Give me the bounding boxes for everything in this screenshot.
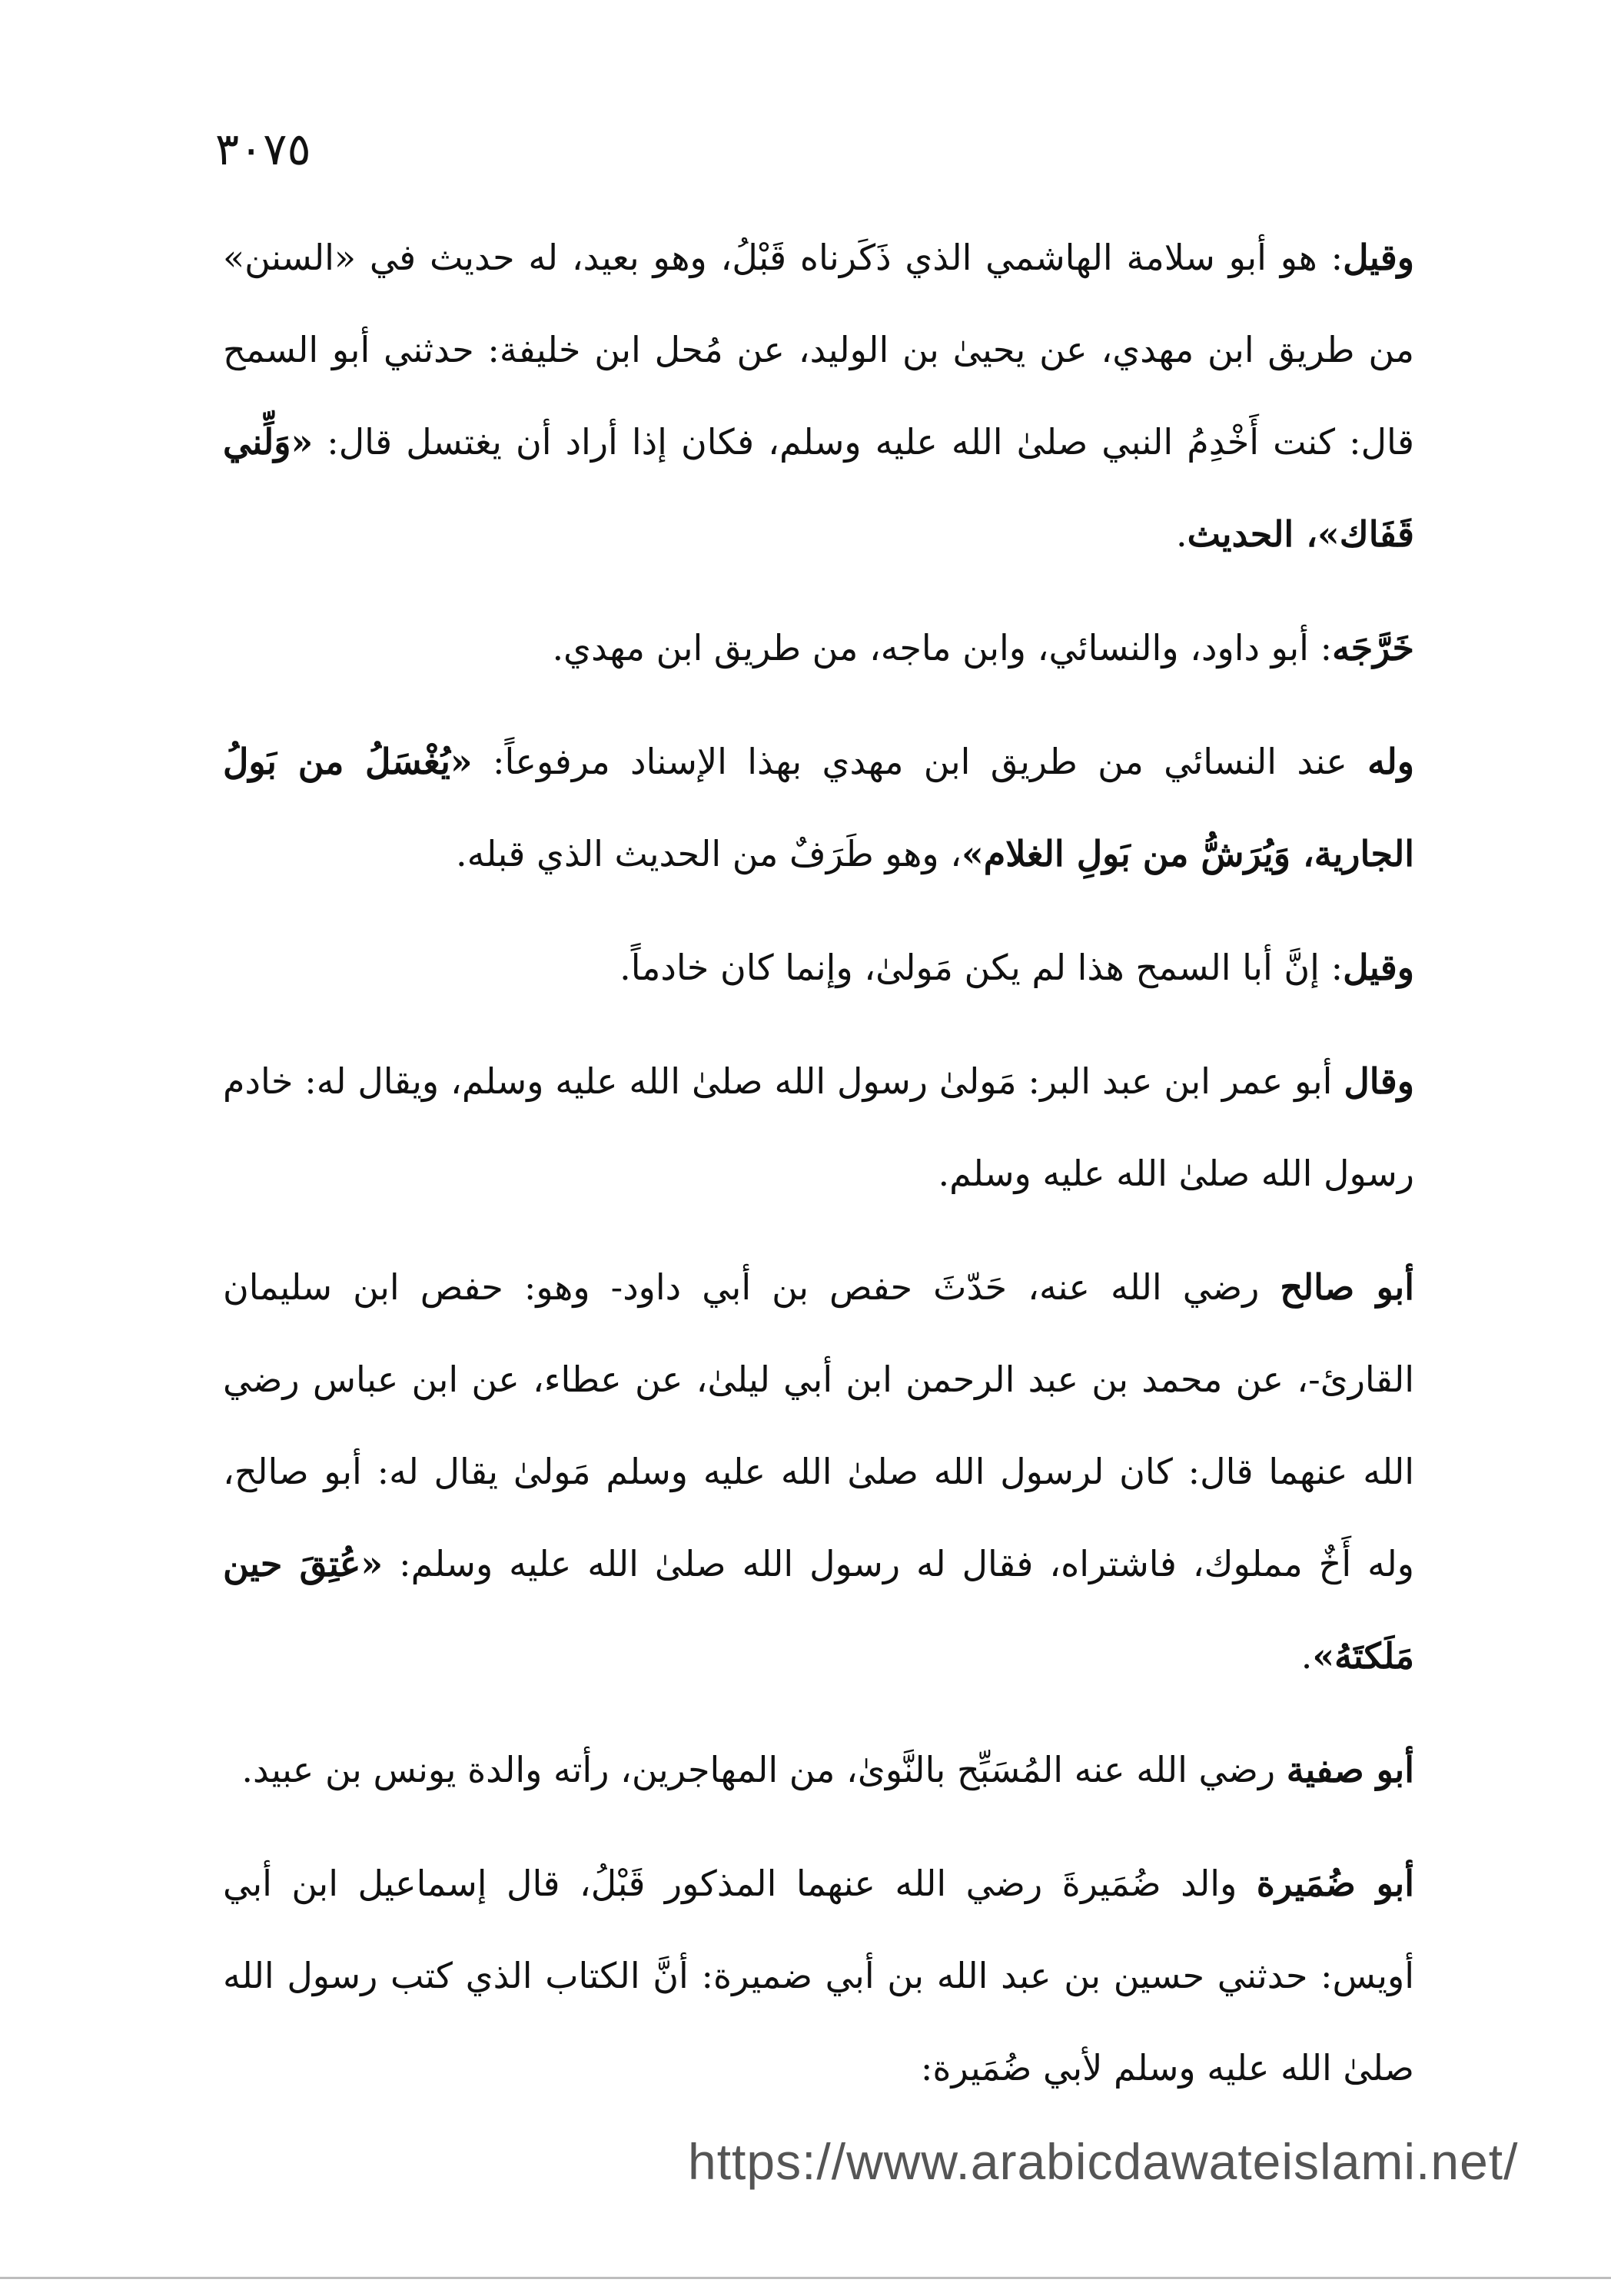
paragraph-text: رضي الله عنه، حَدّثَ حفص بن أبي داود- وهو: حفص ابن سليمان القارئ-، عن محمد بن عبد الرحمن ابن أبي ليلىٰ، عن عطاء، عن ابن عباس رضي الله عنهما قال: كان لرسول الله صلىٰ الله عليه وسلم مَولىٰ يقال له: أبو صالح، وله أَخٌ مملوك، فاشتراه، فقال له رسول الله صلىٰ الله عليه وسلم: (223, 1266, 1414, 1584)
page-number: ٣٠٧٥ (215, 123, 311, 175)
hadith-quote: «عُتِقَ حين مَلَكتَهُ» (223, 1543, 1414, 1677)
paragraph-lead: وله (1367, 741, 1415, 782)
paragraph-text: : إنَّ أبا السمح هذا لم يكن مَولىٰ، وإنما كان خادماً. (619, 947, 1344, 988)
paragraph-text: والد ضُمَيرةَ رضي الله عنهما المذكور قَبْلُ، قال إسماعيل ابن أبي أويس: حدثني حسين بن عبد الله بن أبي ضميرة: أنَّ الكتاب الذي كتب رسول الله صلىٰ الله عليه وسلم لأبي ضُمَيرة: (223, 1863, 1414, 2089)
paragraph-text: : هو أبو سلامة الهاشمي الذي ذَكَرناه قَبْلُ، وهو بعيد، له حديث في «السنن» من طريق ابن مهدي، عن يحيىٰ بن الوليد، عن مُحل ابن خليفة: حدثني أبو السمح قال: كنت أَخْدِمُ النبي صلىٰ الله عليه وسلم، فكان إذا أراد أن يغتسل قال: (223, 237, 1414, 463)
source-watermark: https://www.arabicdawateislami.net/ (688, 2133, 1519, 2190)
paragraph-lead: خَرَّجَه (1332, 627, 1414, 669)
paragraph-abu-dumayra (223, 1837, 1414, 2114)
paragraph-abu-safiyya (223, 1724, 1414, 1816)
hadith-quote: «يُغْسَلُ من بَولُ الجارية، وَيُرَشُّ من بَولِ الغلام» (223, 741, 1414, 874)
footer-rule (0, 2277, 1611, 2279)
paragraph-wa-qila (223, 921, 1414, 1014)
paragraph-ibn-abd-al-barr (223, 1035, 1414, 1219)
paragraph-tail: . (1175, 513, 1187, 555)
hadith-quote: «وَلِّني قَفَاك»، الحديث (223, 421, 1414, 555)
paragraph-lead: وقيل (1343, 947, 1414, 988)
paragraph-tail: ، وهو طَرَفٌ من الحديث الذي قبله. (455, 833, 962, 874)
paragraph-text: أبو عمر ابن عبد البر: مَولىٰ رسول الله صلىٰ الله عليه وسلم، ويقال له: خادم رسول الله صلىٰ الله عليه وسلم. (223, 1060, 1414, 1194)
paragraph-tail: . (1300, 1635, 1313, 1677)
paragraph-kharrajahu (223, 602, 1414, 694)
paragraph-abu-salih (223, 1241, 1414, 1702)
page-body (223, 211, 1414, 2135)
paragraph-lead: وقال (1344, 1060, 1414, 1102)
paragraph-text: عند النسائي من طريق ابن مهدي بهذا الإسناد مرفوعاً: (472, 741, 1368, 782)
paragraph-lead: أبو ضُمَيرة (1256, 1863, 1414, 1904)
paragraph-abu-al-samh (223, 211, 1414, 580)
paragraph-text: رضي الله عنه المُسَبِّح بالنَّوىٰ، من المهاجرين، رأته والدة يونس بن عبيد. (241, 1749, 1287, 1790)
paragraph-text: : أبو داود، والنسائي، وابن ماجه، من طريق ابن مهدي. (552, 627, 1333, 669)
paragraph-lead: أبو صفية (1286, 1749, 1414, 1790)
paragraph-nasai-narration (223, 715, 1414, 900)
paragraph-lead: وقيل (1343, 237, 1414, 278)
paragraph-lead: أبو صالح (1280, 1266, 1414, 1308)
